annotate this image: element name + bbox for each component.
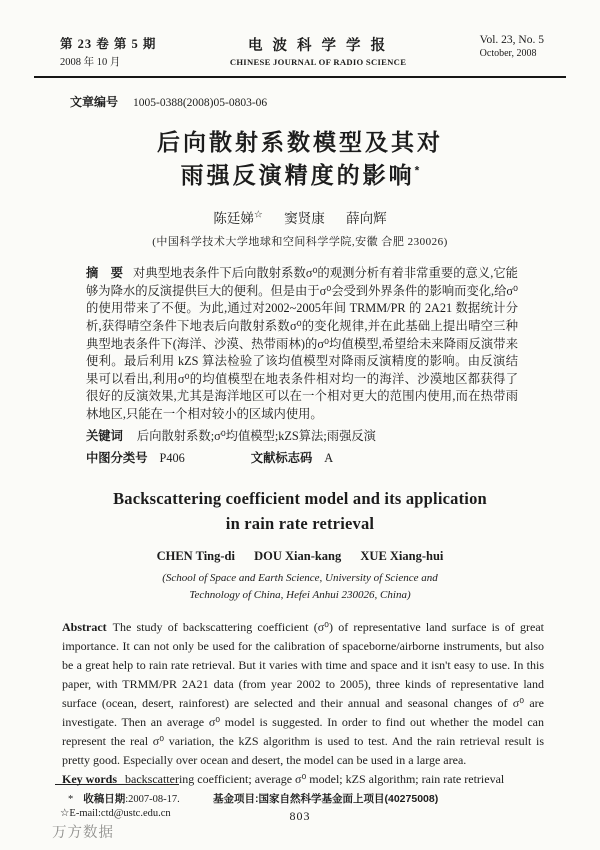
- author-en: DOU Xian-kang: [254, 548, 342, 563]
- article-title-en: [30, 486, 570, 537]
- volume-issue-en: Vol. 23, No. 5: [479, 34, 544, 46]
- footnote-email: ☆E-mail:ctd@ustc.edu.cn: [60, 808, 171, 819]
- title-footnote-mark: *: [414, 163, 420, 177]
- journal-header: [0, 0, 600, 69]
- affiliation-en: [0, 570, 600, 605]
- affiliation-en-line-1: (School of Space and Earth Science, University of Science and: [162, 571, 438, 584]
- date-cn: 2008 年 10 月: [60, 57, 121, 68]
- abstract-cn: [86, 265, 518, 423]
- header-issue-en: [480, 34, 544, 59]
- title-line-1: 后向散射系数模型及其对: [157, 129, 443, 155]
- fund-value: :国家自然科学基金面上项目(40275008): [255, 793, 439, 805]
- page-number: 803: [289, 809, 311, 823]
- article-number-value: 1005-0388(2008)05-0803-06: [133, 97, 268, 109]
- author-cn: 薛向辉: [346, 211, 387, 227]
- author-cn: [213, 211, 262, 226]
- receipt-date-label: 收稿日期: [83, 793, 126, 805]
- article-title-cn: [30, 126, 570, 191]
- receipt-date-value: :2007-08-17.: [125, 794, 180, 805]
- footnote-divider: [55, 784, 179, 785]
- author-name: 陈廷娣: [213, 211, 254, 227]
- author-email-mark: ☆: [253, 209, 263, 221]
- clc-value: P406: [159, 450, 185, 465]
- abstract-en-text: The study of backscattering coefficient (σ⁰) of representative land surface is of great importance. It can not only be used for the calibration of spaceborne/airborne instruments, but also be a great help to rain rate retrieval. But it varies with time and space and it isn't easy to use. In this paper, with TRMM/PR 2A21 data (from year 2002 to 2005), three kinds of representative land surface (ocean, desert, rainforest) are selected and their annual and seasonal changes of σ⁰ are investigate. Then an average σ⁰ model is suggested. In order to find out whether the model can represent the real σ⁰ variation, the kZS algorithm is used to test. And the rain retrieval result is pretty good. Especially over ocean and desert, the model can be used in a large area.: [62, 619, 544, 767]
- abstract-cn-text: 对典型地表条件下后向散射系数σ⁰的观测分析有着非常重要的意义,它能够为降水的反演提供巨大的便利。但是由于σ⁰会受到外界条件的影响而变化,给σ⁰的使用带来了不便。为此,通过对2002~2005年间 TRMM/PR 的 2A21 数据统计分析,获得晴空条件下地表后向散射系数σ⁰的变化规律,并在此基础上提出晴空三种典型地表条件下(海洋、沙漠、热带雨林)的σ⁰均值模型,希望给未来降雨反演带来便利。最后利用 kZS 算法检验了该均值模型对降雨反演精度的影响。由反演结果可以看出,利用σ⁰的均值模型在地表条件相对均一的海洋、沙漠地区都获得了很好的反演效果,尤其是海洋地区可以在一个相对更大的范围内使用,而在热带雨林地区,只能在一个相对较小的区域内使用。: [86, 266, 518, 421]
- wanfang-watermark: 万方数据: [52, 825, 114, 841]
- keywords-en-text: backscattering coefficient; average σ⁰ model; kZS algorithm; rain rate retrieval: [125, 772, 505, 787]
- doc-code-value: A: [324, 450, 334, 465]
- keywords-en-label: Key words: [62, 772, 117, 787]
- affiliation-en-line-2: Technology of China, Hefei Anhui 230026, China): [189, 589, 411, 602]
- author-en: CHEN Ting-di: [156, 548, 235, 563]
- author-list-cn: [0, 207, 600, 227]
- journal-title-block: [230, 34, 406, 67]
- footnote-receipt-date: [68, 791, 180, 806]
- author-cn: 窦贤康: [284, 211, 325, 227]
- abstract-en-label: Abstract: [62, 619, 107, 634]
- abstract-cn-label: 摘 要: [86, 266, 124, 281]
- header-issue-cn: [60, 34, 156, 69]
- fund-label: 基金项目: [213, 793, 255, 805]
- journal-title-en: CHINESE JOURNAL OF RADIO SCIENCE: [229, 57, 407, 67]
- author-list-en: [0, 549, 600, 564]
- clc-line: [86, 448, 540, 466]
- title-line-2: 雨强反演精度的影响: [180, 161, 415, 188]
- keywords-cn-label: 关键词: [86, 428, 123, 443]
- abstract-en: [62, 618, 544, 770]
- article-number-label: 文章编号: [70, 95, 119, 109]
- footnote-fund: [213, 791, 438, 806]
- keywords-cn-text: 后向散射系数;σ⁰均值模型;kZS算法;雨强反演: [136, 428, 376, 443]
- keywords-cn: [86, 426, 540, 444]
- date-en: October, 2008: [479, 48, 537, 59]
- article-number: [70, 93, 600, 110]
- doc-code-label: 文献标志码: [250, 450, 313, 465]
- footnote-asterisk: *: [68, 794, 74, 805]
- title-en-line-1: Backscattering coefficient model and its application: [113, 488, 487, 508]
- affiliation-cn: (中国科学技术大学地球和空间科学学院,安徽 合肥 230026): [152, 236, 448, 249]
- journal-title-cn: 电 波 科 学 学 报: [247, 38, 389, 54]
- title-en-line-2: in rain rate retrieval: [225, 514, 375, 534]
- volume-issue-cn: 第 23 卷 第 5 期: [60, 37, 157, 51]
- author-en: XUE Xiang-hui: [360, 548, 444, 563]
- clc-label: 中图分类号: [86, 450, 148, 465]
- keywords-en: [62, 770, 544, 789]
- header-divider: [34, 76, 566, 78]
